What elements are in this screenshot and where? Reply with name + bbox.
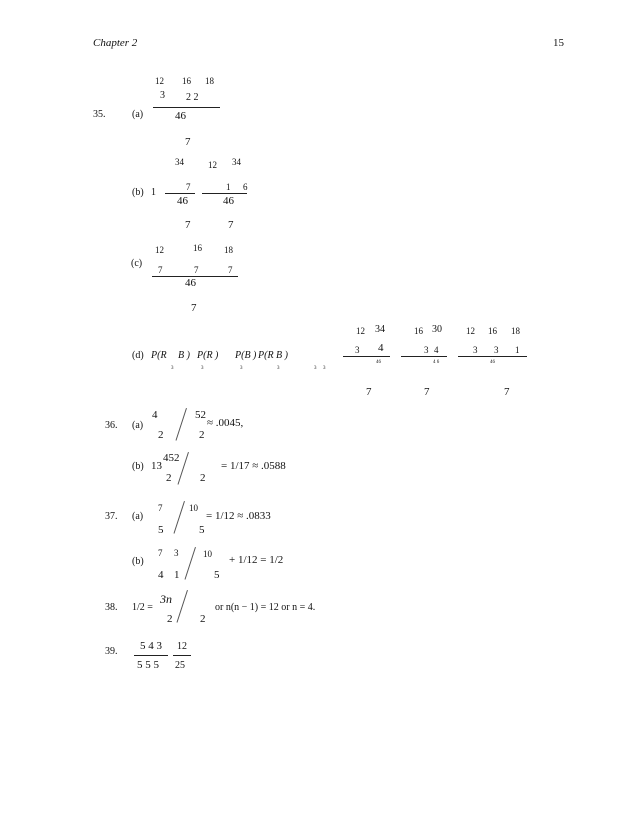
binom-top: 18 [205,76,214,86]
fraction-bar [173,655,191,656]
small-denominator: 4 6 [433,360,440,365]
denominator: 46 [175,110,186,122]
binom-top: 30 [432,324,442,335]
division-slash [173,501,184,534]
fraction-bar [134,655,168,656]
binom-top: 452 [163,452,180,464]
binom-bottom: 5 [158,524,164,536]
constant-one: 1 [151,187,156,198]
small-denominator: 46 [376,360,381,365]
part-label: (c) [131,258,143,269]
binom-top: 16 [414,326,423,336]
prob-expression: P(R [151,350,167,361]
binom-bottom: 2 [199,429,205,441]
division-slash [176,590,187,623]
binom-bottom: 2 [167,613,173,625]
numerator: 5 4 3 [140,640,162,652]
subscript: 3 [277,366,280,371]
binom-top: 12 [155,245,164,255]
subscript: 3 [240,366,243,371]
subscript: 3 [171,366,174,371]
binom-top: 18 [224,245,233,255]
denominator-choose: 7 [185,219,191,231]
binom-top: 7 [158,503,163,513]
result-text: or n(n − 1) = 12 or n = 4. [215,602,316,613]
binom-top: 7 [158,548,163,558]
binom-bottom: 2 [200,472,206,484]
problem-39-number: 39. [105,646,118,657]
binom-top: 16 [488,326,497,336]
denominator-choose: 7 [185,136,191,148]
binom-bottom: 3 [424,345,429,355]
binom-top: 3n [160,592,172,606]
binom-top: 12 [208,160,217,170]
binom-bottom: 2 2 [186,92,199,103]
prob-expression: B ) [178,350,190,361]
fraction-bar [343,356,390,357]
binom-bottom: 2 [158,429,164,441]
result-text: = 1/17 ≈ .0588 [221,460,286,472]
binom-bottom: 4 [158,569,164,581]
problem-37-number: 37. [105,511,118,522]
binom-bottom: 7 [228,265,233,275]
binom-top: 10 [203,549,212,559]
denominator-choose: 7 [228,219,234,231]
fraction-bar [165,193,195,194]
binom-top: 3 [174,548,179,558]
subscript: 3 [323,366,326,371]
fraction-bar [153,107,220,108]
binom-bottom: 1 [174,569,180,581]
binom-bottom: 4 [434,345,439,355]
part-label: (b) [132,187,144,198]
part-label: (a) [132,511,144,522]
binom-bottom: 5 [199,524,205,536]
part-label: (d) [132,350,144,361]
subscript: 3 [201,366,204,371]
binom-bottom: 3 [494,345,499,355]
binom-bottom: 5 [214,569,220,581]
problem-38-number: 38. [105,602,118,613]
numerator: 12 [177,641,187,652]
binom-top: 10 [189,503,198,513]
problem-36-number: 36. [105,420,118,431]
binom-top: 34 [375,324,385,335]
part-label: (a) [132,420,144,431]
division-slash [175,408,186,441]
fraction-bar [202,193,247,194]
part-label: (b) [132,461,144,472]
small-denominator: 46 [490,360,495,365]
denominator-choose: 7 [366,386,372,398]
binom-bottom: 4 [378,342,384,354]
result-text: = 1/12 ≈ .0833 [206,510,271,522]
denominator-choose: 7 [504,386,510,398]
binom-bottom: 3 [473,345,478,355]
prob-expression: P(R ) [197,350,219,361]
division-slash [184,547,195,580]
denominator-choose: 7 [424,386,430,398]
coefficient: 13 [151,460,162,472]
denominator: 46 [185,277,196,289]
subscript: 3 [314,366,317,371]
denominator: 25 [175,660,185,671]
prob-expression: P(R B ) [258,350,288,361]
chapter-title: Chapter 2 [93,37,138,49]
binom-top: 16 [182,76,191,86]
prob-expression: P(B ) [235,350,257,361]
binom-top: 16 [193,243,202,253]
part-label: (a) [132,109,144,120]
page-number: 15 [553,37,564,49]
result-text: + 1/12 = 1/2 [229,554,284,566]
binom-bottom: 7 [194,265,199,275]
binom-top: 52 [195,409,206,421]
denominator: 46 [223,195,234,207]
binom-bottom: 6 [243,182,248,192]
binom-bottom: 7 [158,265,163,275]
binom-top: 18 [511,326,520,336]
binom-top: 12 [466,326,475,336]
fraction-bar [458,356,527,357]
fraction-bar [401,356,447,357]
binom-bottom: 3 [355,345,360,355]
lhs-text: 1/2 = [132,602,153,613]
binom-bottom: 2 [166,472,172,484]
binom-bottom: 3 [160,90,165,101]
binom-top: 34 [232,157,241,167]
binom-top: 12 [155,76,164,86]
problem-35-number: 35. [93,109,106,120]
binom-bottom: 2 [200,613,206,625]
binom-top: 4 [152,409,158,421]
result-text: ≈ .0045, [207,417,244,429]
binom-bottom: 7 [186,182,191,192]
binom-bottom: 1 [515,345,520,355]
denominator: 46 [177,195,188,207]
binom-top: 12 [356,326,365,336]
part-label: (b) [132,556,144,567]
denominator: 5 5 5 [137,659,159,671]
denominator-choose: 7 [191,302,197,314]
binom-top: 34 [175,157,184,167]
binom-bottom: 1 [226,182,231,192]
